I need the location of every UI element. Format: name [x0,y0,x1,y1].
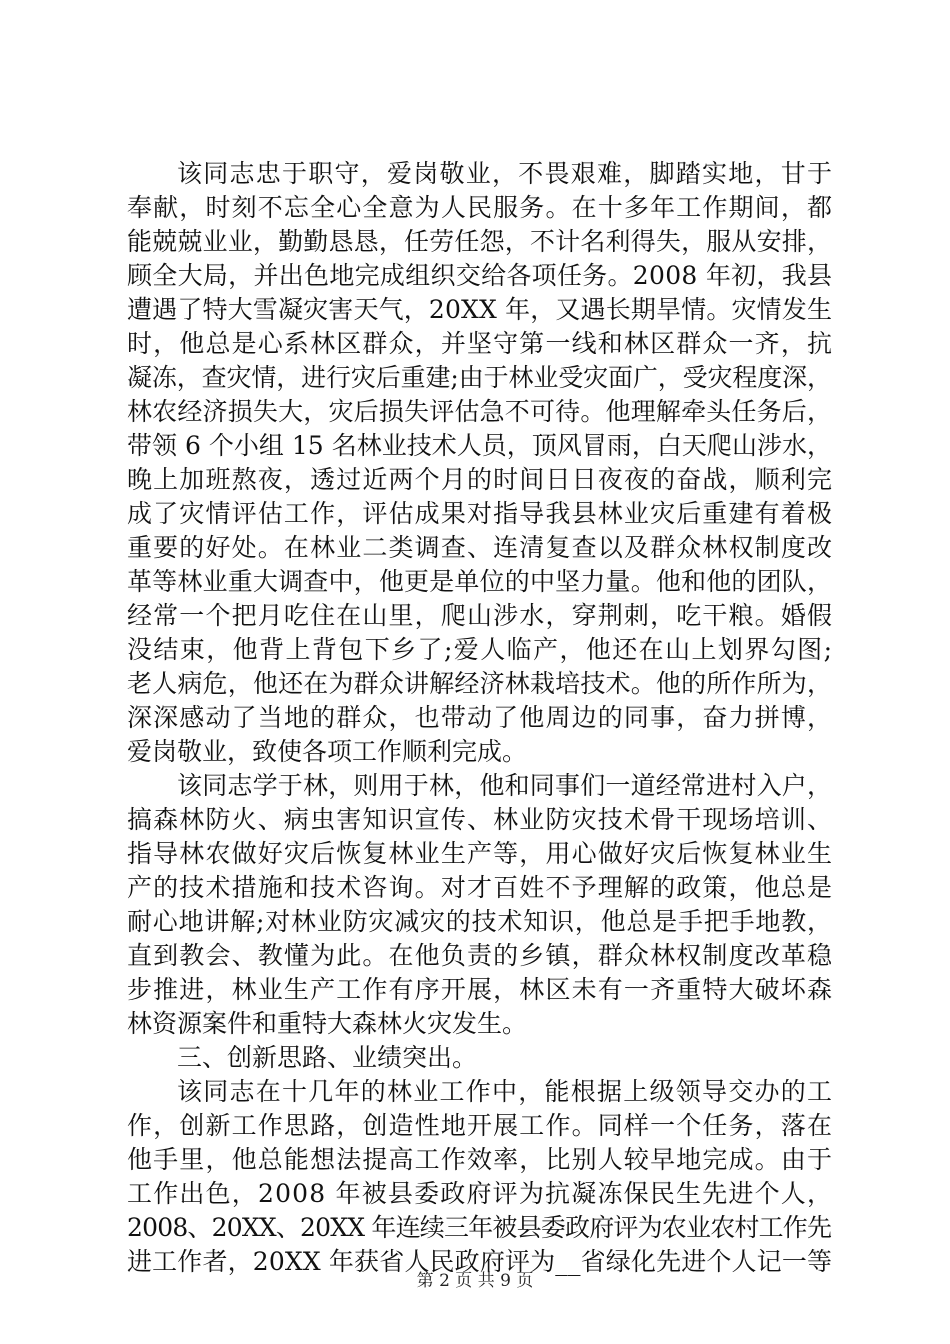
text-line-content: 2008、20XX、20XX 年连续三年被县委政府评为农业农村工作先 [127,1213,832,1242]
text-line-content: 指导林农做好灾后恢复林业生产等，用心做好灾后恢复林业生 [127,839,834,868]
text-line [127,1041,832,1075]
text-line [127,769,832,803]
text-line [127,531,832,565]
text-line-content: 没结束，他背上背包下乡了;爱人临产，他还在山上划界勾图; [127,635,834,664]
text-line-content: 带领 6 个小组 15 名林业技术人员，顶风冒雨，白天爬山涉水， [127,431,833,460]
text-line [127,735,832,769]
text-line-content: 工作出色，2008 年被县委政府评为抗凝冻保民生先进个人， [127,1179,834,1208]
text-line-content: 深深感动了当地的群众，也带动了他周边的同事，奋力拼博， [127,703,834,732]
text-line [127,1109,832,1143]
text-line-content: 奉献，时刻不忘全心全意为人民服务。在十多年工作期间，都 [127,193,834,222]
text-line [127,939,832,973]
text-line [127,973,832,1007]
text-line-content: 作，创新工作思路，创造性地开展工作。同样一个任务，落在 [127,1111,834,1140]
text-line [127,837,832,871]
text-line [127,1177,832,1211]
text-line-content: 步推进，林业生产工作有序开展，林区未有一齐重特大破坏森 [127,975,834,1004]
text-line [127,191,832,225]
text-line [127,803,832,837]
text-line [127,1211,832,1245]
page-number-label: 第 2 页 共 9 页 [416,1271,534,1291]
text-line-content: 搞森林防火、病虫害知识宣传、林业防灾技术骨干现场培训、 [127,805,834,834]
text-line-content: 成了灾情评估工作，评估成果对指导我县林业灾后重建有着极 [127,499,834,528]
text-line [127,1007,832,1041]
text-line [127,905,832,939]
text-line-content: 进工作者，20XX 年获省人民政府评为__省绿化先进个人记一等 [127,1247,833,1276]
text-line-content: 晚上加班熬夜，透过近两个月的时间日日夜夜的奋战，顺利完 [127,465,834,494]
text-line [127,429,832,463]
text-line [127,667,832,701]
text-line [127,327,832,361]
text-line [127,225,832,259]
text-line [127,361,832,395]
text-line-content: 林资源案件和重特大森林火灾发生。 [127,1009,528,1038]
text-line [127,395,832,429]
text-line-content: 老人病危，他还在为群众讲解经济林栽培技术。他的所作所为， [127,669,833,698]
text-line-content: 经常一个把月吃住在山里，爬山涉水，穿荆刺，吃干粮。婚假 [127,601,834,630]
text-line-content: 产的技术措施和技术咨询。对才百姓不予理解的政策，他总是 [127,873,834,902]
page-footer [0,1271,950,1291]
text-line [127,871,832,905]
text-line [127,259,832,293]
text-line-content: 三、创新思路、业绩突出。 [177,1043,478,1072]
text-line-content: 凝冻，查灾情，进行灾后重建;由于林业受灾面广，受灾程度深， [127,363,832,392]
text-line-content: 林农经济损失大，灾后损失评估急不可待。他理解牵头任务后， [127,397,833,426]
text-line-content: 重要的好处。在林业二类调查、连清复查以及群众林权制度改 [127,533,834,562]
text-line-content: 革等林业重大调查中，他更是单位的中坚力量。他和他的团队， [127,567,833,596]
text-line [127,497,832,531]
text-line-content: 遭遇了特大雪凝灾害天气，20XX 年，又遇长期旱情。灾情发生 [127,295,833,324]
text-line-content: 爱岗敬业，致使各项工作顺利完成。 [127,737,528,766]
text-line [127,633,832,667]
text-line-content: 他手里，他总能想法提高工作效率，比别人较早地完成。由于 [127,1145,834,1174]
text-line-content: 能兢兢业业，勤勤恳恳，任劳任怨，不计名利得失，服从安排， [127,227,833,256]
text-line [127,1143,832,1177]
text-line [127,701,832,735]
text-line-content: 直到教会、教懂为此。在他负责的乡镇，群众林权制度改革稳 [127,941,834,970]
text-line [127,599,832,633]
text-line [127,1075,832,1109]
text-line-content: 该同志在十几年的林业工作中，能根据上级领导交办的工 [177,1077,834,1106]
text-line [127,463,832,497]
document-body [127,157,832,1279]
text-line [127,293,832,327]
text-line-content: 该同志学于林，则用于林，他和同事们一道经常进村入户， [177,771,833,800]
text-line-content: 顾全大局，并出色地完成组织交给各项任务。2008 年初，我县 [127,261,833,290]
text-line-content: 时，他总是心系林区群众，并坚守第一线和林区群众一齐，抗 [127,329,834,358]
text-line-content: 耐心地讲解;对林业防灾减灾的技术知识，他总是手把手地教， [127,907,833,936]
text-line-content: 该同志忠于职守，爱岗敬业，不畏艰难，脚踏实地，甘于 [177,159,834,188]
text-line [127,157,832,191]
text-line [127,565,832,599]
